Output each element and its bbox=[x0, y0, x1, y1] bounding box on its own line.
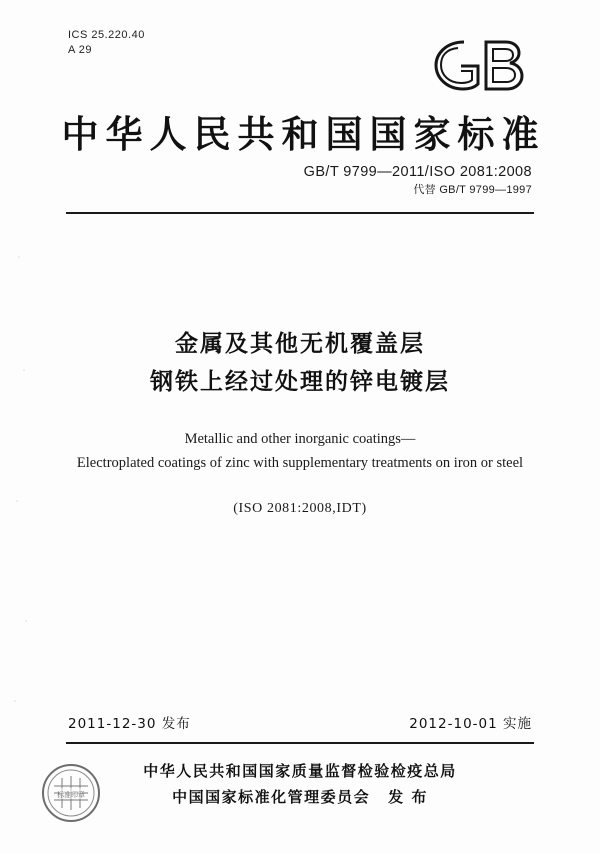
document-title-en-line1: Metallic and other inorganic coatings— bbox=[184, 431, 416, 447]
scan-speckle bbox=[25, 620, 27, 622]
issuer-line2: 中国国家标准化管理委员会 bbox=[172, 788, 371, 806]
classification-code: A 29 bbox=[68, 44, 93, 56]
implementation-date: 2012-10-01 实施 bbox=[409, 716, 532, 732]
standard-number: GB/T 9799—2011/ISO 2081:2008 bbox=[303, 164, 532, 180]
publish-label: 发 布 bbox=[388, 788, 428, 806]
divider-top bbox=[66, 212, 534, 214]
document-title-cn-line2: 钢铁上经过处理的锌电镀层 bbox=[150, 369, 450, 395]
ics-block bbox=[68, 28, 145, 58]
page-title: 中华人民共和国国家标准 bbox=[61, 113, 546, 156]
document-title-en-line2: Electroplated coatings of zinc with supplementary treatments on iron or steel bbox=[76, 455, 524, 471]
dates-row bbox=[68, 712, 532, 732]
issuer-line1: 中华人民共和国国家质量监督检验检疫总局 bbox=[143, 762, 457, 780]
standard-number-block bbox=[304, 162, 532, 199]
ics-code: ICS 25.220.40 bbox=[68, 29, 145, 41]
gb-logo-icon bbox=[414, 26, 534, 104]
standard-replaces: 代替 GB/T 9799—1997 bbox=[413, 184, 532, 196]
issue-date: 2011-12-30 发布 bbox=[68, 716, 191, 732]
issuer-block bbox=[0, 758, 600, 810]
seal-text: 标准印章 bbox=[57, 791, 85, 799]
scan-speckle bbox=[14, 700, 16, 702]
scan-speckle bbox=[18, 256, 20, 258]
document-title-cn-line1: 金属及其他无机覆盖层 bbox=[175, 331, 425, 357]
scan-speckle bbox=[23, 369, 25, 371]
divider-bottom bbox=[66, 742, 534, 744]
scan-speckle bbox=[16, 500, 18, 502]
document-title-block bbox=[0, 325, 600, 517]
document-idt-note: (ISO 2081:2008,IDT) bbox=[233, 501, 367, 516]
